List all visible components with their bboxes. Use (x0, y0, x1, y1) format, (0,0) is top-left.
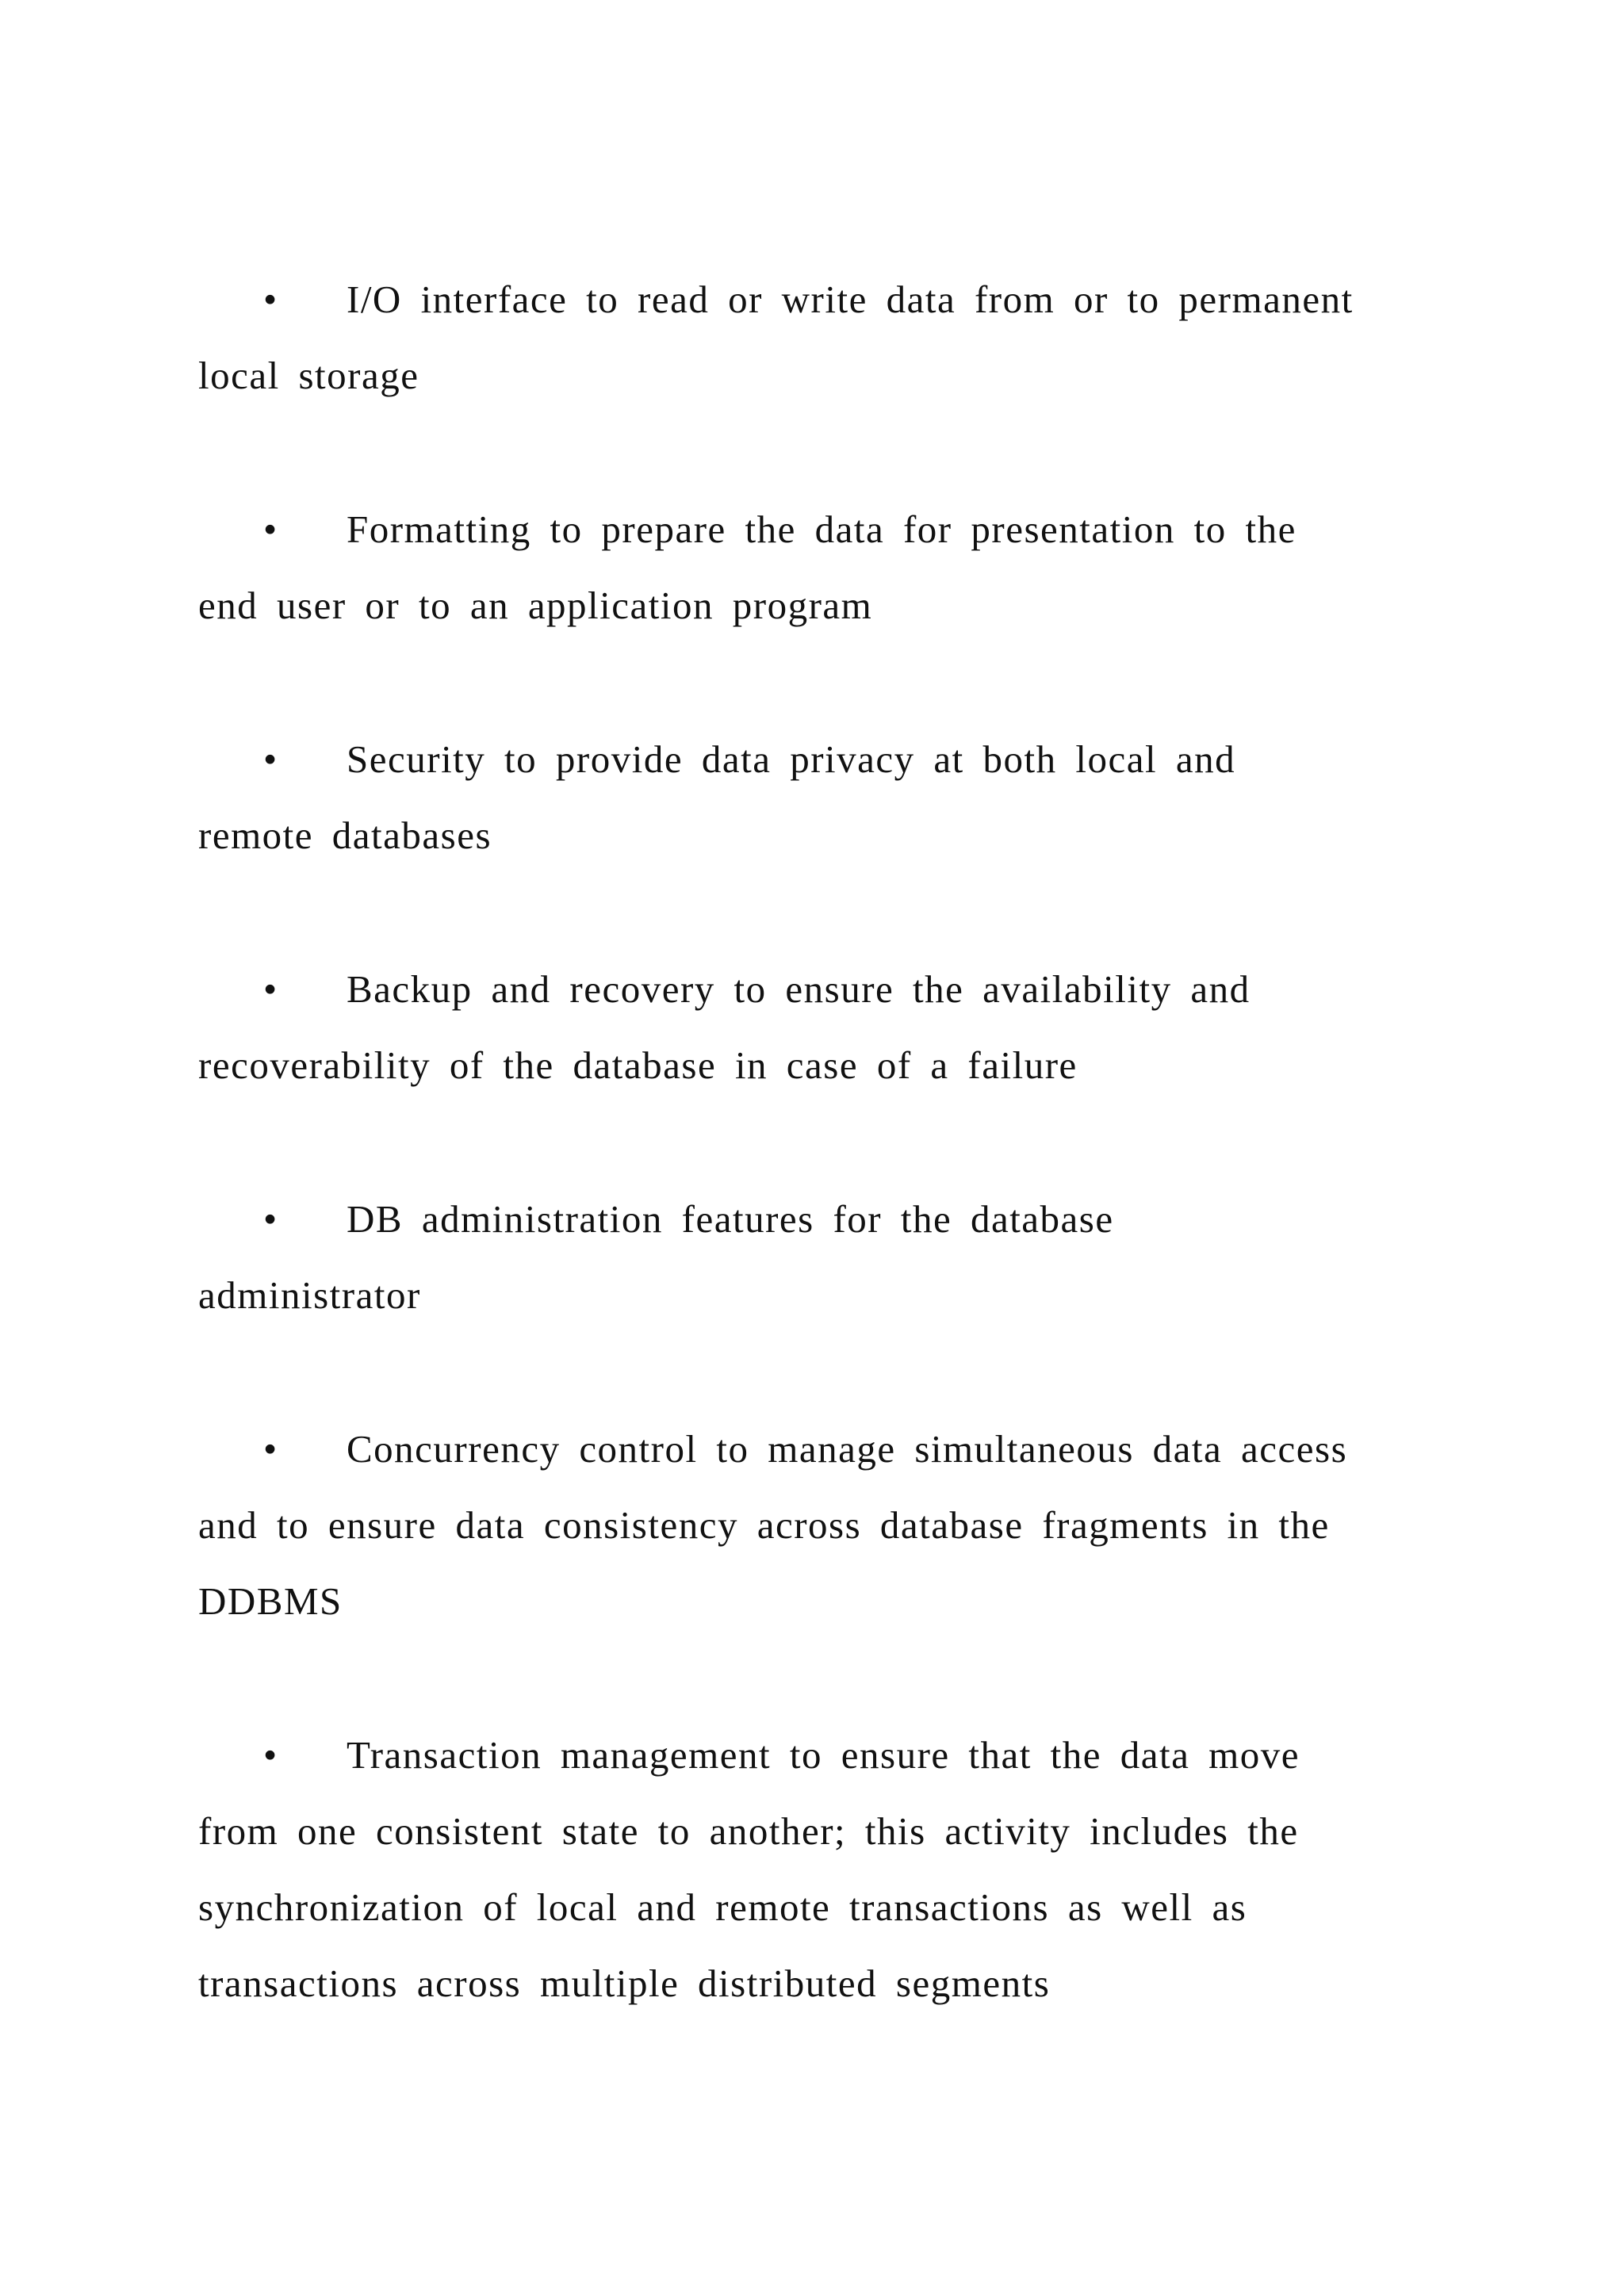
list-item-line: administrator (198, 1273, 421, 1317)
list-item-line: and to ensure data consistency across database fragments in the (198, 1503, 1330, 1547)
list-item-text: Backup and recovery to ensure the availability and (347, 967, 1251, 1011)
bullet: • (263, 277, 278, 321)
list-item (198, 262, 1451, 414)
list-item-text: I/O interface to read or write data from or to permanent (347, 277, 1354, 321)
list-item-line (198, 951, 1451, 1027)
list-item (198, 1181, 1451, 1334)
list-item (198, 721, 1451, 874)
list-item-line (198, 492, 1451, 568)
list-item-line: local storage (198, 354, 419, 397)
bullet: • (263, 1427, 278, 1471)
bullet: • (263, 737, 278, 781)
list-item-line (198, 1411, 1451, 1487)
list-item-line: transactions across multiple distributed segments (198, 1961, 1051, 2005)
list-item (198, 492, 1451, 644)
list-item-line (198, 262, 1451, 338)
list-item (198, 1411, 1451, 1640)
bullet: • (263, 1197, 278, 1241)
list-item-text: Transaction management to ensure that the data move (347, 1733, 1300, 1777)
bullet: • (263, 1733, 278, 1777)
list-item-line (198, 1181, 1451, 1257)
list-item-text: DB administration features for the database (347, 1197, 1114, 1241)
list-item-line: from one consistent state to another; this activity includes the (198, 1809, 1299, 1853)
list-item (198, 1717, 1451, 2022)
list-item-line (198, 1717, 1451, 1793)
bullet: • (263, 967, 278, 1011)
list-item (198, 951, 1451, 1104)
list-item-line: end user or to an application program (198, 584, 873, 627)
list-item-line (198, 721, 1451, 798)
list-item-line: recoverability of the database in case of a failure (198, 1043, 1078, 1087)
list-item-text: Concurrency control to manage simultaneous data access (347, 1427, 1348, 1471)
list-item-text: Formatting to prepare the data for presentation to the (347, 507, 1297, 551)
bullet: • (263, 507, 278, 551)
list-item-line: remote databases (198, 813, 492, 857)
list-item-line: synchronization of local and remote transactions as well as (198, 1885, 1247, 1929)
list-item-text: Security to provide data privacy at both local and (347, 737, 1236, 781)
list-item-line: DDBMS (198, 1579, 343, 1623)
